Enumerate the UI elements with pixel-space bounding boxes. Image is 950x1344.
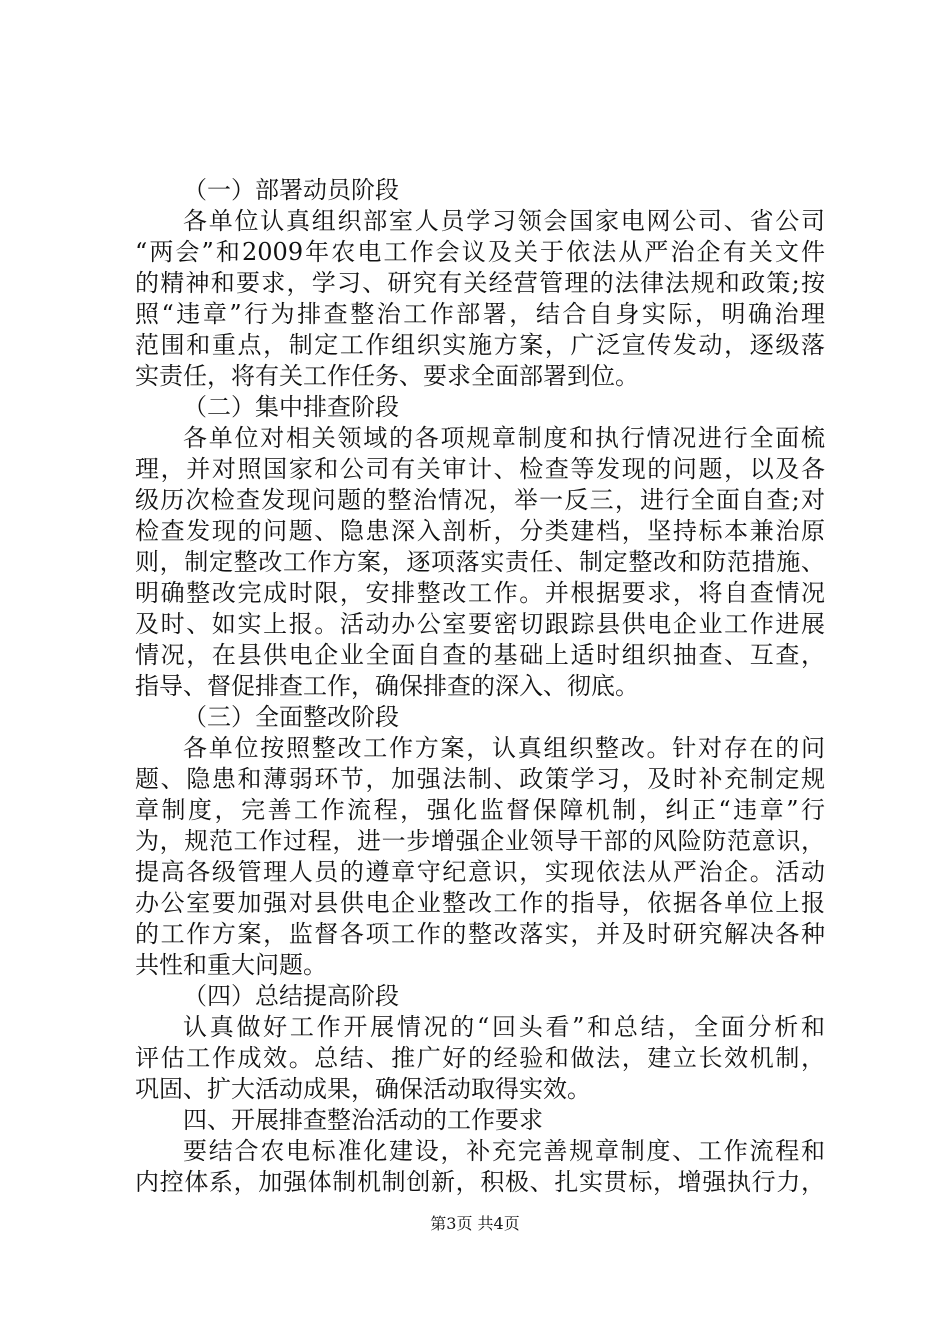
section-heading-4: （四）总结提高阶段 [183, 982, 399, 1010]
section-heading-3: （三）全面整改阶段 [183, 703, 399, 731]
paragraph-line: 内控体系，加强体制机制创新，积极、扎实贯标，增强执行力， [135, 1168, 825, 1196]
paragraph-line: 范围和重点，制定工作组织实施方案，广泛宣传发动，逐级落 [135, 331, 825, 359]
paragraph-line: 理，并对照国家和公司有关审计、检查等发现的问题，以及各 [135, 455, 825, 483]
page-footer: 第3页 共4页 [430, 1214, 520, 1233]
paragraph-line: 的工作方案，监督各项工作的整改落实，并及时研究解决各种 [135, 920, 825, 948]
paragraph-line: 各单位认真组织部室人员学习领会国家电网公司、省公司 [183, 207, 825, 235]
paragraph-line: 各单位对相关领域的各项规章制度和执行情况进行全面梳 [183, 424, 825, 452]
paragraph-line: 明确整改完成时限，安排整改工作。并根据要求，将自查情况 [135, 579, 825, 607]
paragraph-line: 巩固、扩大活动成果，确保活动取得实效。 [135, 1075, 591, 1103]
paragraph-line: 各单位按照整改工作方案，认真组织整改。针对存在的问 [183, 734, 825, 762]
paragraph-line: 评估工作成效。总结、推广好的经验和做法，建立长效机制， [135, 1044, 825, 1072]
section-heading-1: （一）部署动员阶段 [183, 176, 399, 204]
paragraph-line: 章制度，完善工作流程，强化监督保障机制，纠正“违章”行 [135, 796, 825, 824]
section-heading-main-4: 四、开展排查整治活动的工作要求 [183, 1106, 543, 1134]
paragraph-line: 照“违章”行为排查整治工作部署，结合自身实际，明确治理 [135, 300, 825, 328]
paragraph-line: “两会”和2009年农电工作会议及关于依法从严治企有关文件 [135, 238, 825, 266]
paragraph-line: 情况，在县供电企业全面自查的基础上适时组织抽查、互查， [135, 641, 825, 669]
paragraph-line: 认真做好工作开展情况的“回头看”和总结，全面分析和 [183, 1013, 825, 1041]
paragraph-line: 提高各级管理人员的遵章守纪意识，实现依法从严治企。活动 [135, 858, 825, 886]
paragraph-line: 及时、如实上报。活动办公室要密切跟踪县供电企业工作进展 [135, 610, 825, 638]
paragraph-line: 指导、督促排查工作，确保排查的深入、彻底。 [135, 672, 639, 700]
paragraph-line: 实责任，将有关工作任务、要求全面部署到位。 [135, 362, 639, 390]
paragraph-line: 检查发现的问题、隐患深入剖析，分类建档，坚持标本兼治原 [135, 517, 825, 545]
paragraph-line: 的精神和要求，学习、研究有关经营管理的法律法规和政策;按 [135, 269, 825, 297]
paragraph-line: 共性和重大问题。 [135, 951, 327, 979]
paragraph-line: 为，规范工作过程，进一步增强企业领导干部的风险防范意识， [135, 827, 825, 855]
paragraph-line: 题、隐患和薄弱环节，加强法制、政策学习，及时补充制定规 [135, 765, 825, 793]
paragraph-line: 办公室要加强对县供电企业整改工作的指导，依据各单位上报 [135, 889, 825, 917]
paragraph-line: 则，制定整改工作方案，逐项落实责任、制定整改和防范措施、 [135, 548, 825, 576]
section-heading-2: （二）集中排查阶段 [183, 393, 399, 421]
paragraph-line: 级历次检查发现问题的整治情况，举一反三，进行全面自查;对 [135, 486, 825, 514]
paragraph-line: 要结合农电标准化建设，补充完善规章制度、工作流程和 [183, 1137, 825, 1165]
